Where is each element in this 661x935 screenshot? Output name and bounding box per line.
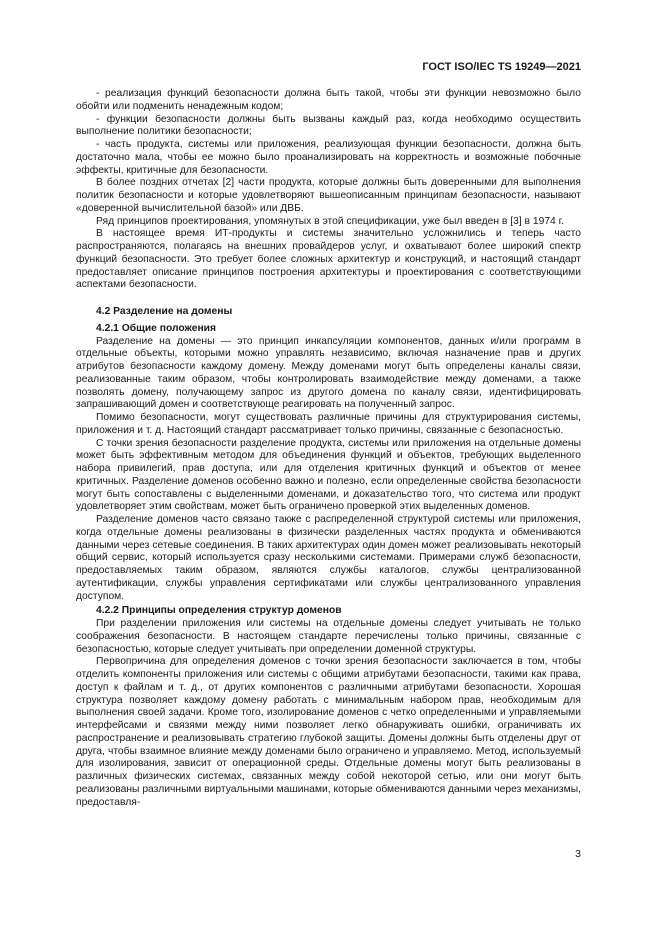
document-header: ГОСТ ISO/IEC TS 19249—2021: [422, 61, 581, 73]
paragraph: Разделение на домены — это принцип инкапсуляции компонентов, данных и/или программ в отдельные объекты, которыми можно управлять независимо, включая назначение прав и других атрибутов безопасности каждому домену. Между доменами могут быть определены каналы связи, реализованные таким образом, чтобы контролировать взаимодействие между доменами, а также позволять домену, получающему запрос из другого домена по каналу связи, идентифицировать запрашивающий домен и соответствующе реагировать на полученный запрос.: [76, 335, 581, 411]
bullet-item: - часть продукта, системы или приложения, реализующая функции безопасности, должна быть достаточно мала, чтобы ее можно было проанализировать на корректность и возможные побочные эффекты, критичные для безопасности.: [76, 139, 581, 176]
section-heading-4-2-2: 4.2.2 Принципы определения структур доменов: [96, 605, 342, 617]
section-heading-4-2: 4.2 Разделение на домены: [96, 306, 233, 317]
bullet-item: - реализация функций безопасности должна быть такой, чтобы эти функции невозможно было обойти или подменить ненадежным кодом;: [76, 88, 581, 112]
page-body: [76, 88, 581, 809]
paragraph: В более поздних отчетах [2] части продукта, которые должны быть доверенными для выполнения политик безопасности и которые удовлетворяют вышеописанным принципам безопасности, называют «доверенной вычислительной базой» или ДВБ.: [76, 177, 581, 214]
paragraph: Ряд принципов проектирования, упомянутых в этой спецификации, уже был введен в [3] в 1974 г.: [96, 215, 564, 227]
paragraph: С точки зрения безопасности разделение продукта, системы или приложения на отдельные домены может быть эффективным методом для объединения функций и объектов, требующих выделенного набора привилегий, прав доступа, или для отделения критичных функций и объектов от менее критичных. Разделение доменов особенно важно и полезно, если определенные свойства безопасности могут быть сопоставлены с выделенными доменами, и доказательство того, что система или продукт удовлетворяет этим свойствам, может быть ограничено проверкой этих выделенных доменов.: [76, 437, 581, 513]
paragraph: Первопричина для определения доменов с точки зрения безопасности заключается в том, чтобы отделить компоненты приложения или системы с общими атрибутами безопасности, такими как права, доступ к файлам и т. д., от других компонентов с различными атрибутами безопасности. Хорошая структура позволяет каждому домену работать с минимальным набором прав, необходимым для выполнения своей задачи. Кроме того, изолирование доменов с четко определенными и управляемыми интерфейсами и связями между ними позволяет легко обнаруживать ошибки, ограничивать их распространение и реализовывать стратегию глубокой защиты. Домены должны быть отделены друг от друга, чтобы взаимное влияние между доменами было ограничено и управляемо. Метод, используемый для изолирования, зависит от операционной среды. Отдельные домены могут быть реализованы в различных физических системах, связанных между собой некоторой сетью, или они могут быть реализованы различными виртуальными машинами, которые обмениваются данными через механизмы, предоставля-: [76, 656, 581, 808]
bullet-item: - функции безопасности должны быть вызваны каждый раз, когда необходимо осуществить выполнение политики безопасности;: [76, 113, 581, 138]
page-number: 3: [575, 848, 581, 860]
section-heading-4-2-1: 4.2.1 Общие положения: [96, 322, 216, 334]
paragraph: В настоящее время ИТ-продукты и системы значительно усложнились и теперь часто распространяются, полагаясь на внешних провайдеров услуг, и охватывают более широкий спектр функций безопасности. Это требует более сложных архитектур и конструкций, и настоящий стандарт предоставляет описание принципов построения архитектуры и проектирования с соответствующими аспектами безопасности.: [76, 228, 581, 291]
paragraph: Помимо безопасности, могут существовать различные причины для структурирования системы, приложения и т. д. Настоящий стандарт рассматривает только причины, связанные с безопасностью.: [76, 412, 581, 436]
paragraph: При разделении приложения или системы на отдельные домены следует учитывать не только соображения безопасности. В настоящем стандарте перечислены только причины, связанные с безопасностью, которые следует учитывать при определении доменной структуры.: [76, 618, 581, 655]
paragraph: Разделение доменов часто связано также с распределенной структурой системы или приложения, когда отдельные домены реализованы в физически разделенных частях продукта и обмениваются данными через сетевые соединения. В таких архитектурах один домен может реализовывать некоторый общий сервис, который используется сразу несколькими системами. Примерами служб безопасности, предоставляемых таким образом, являются службы каталогов, службы централизованной аутентификации, службы управления сертификатами или службы централизованного управления доступом.: [76, 514, 581, 602]
